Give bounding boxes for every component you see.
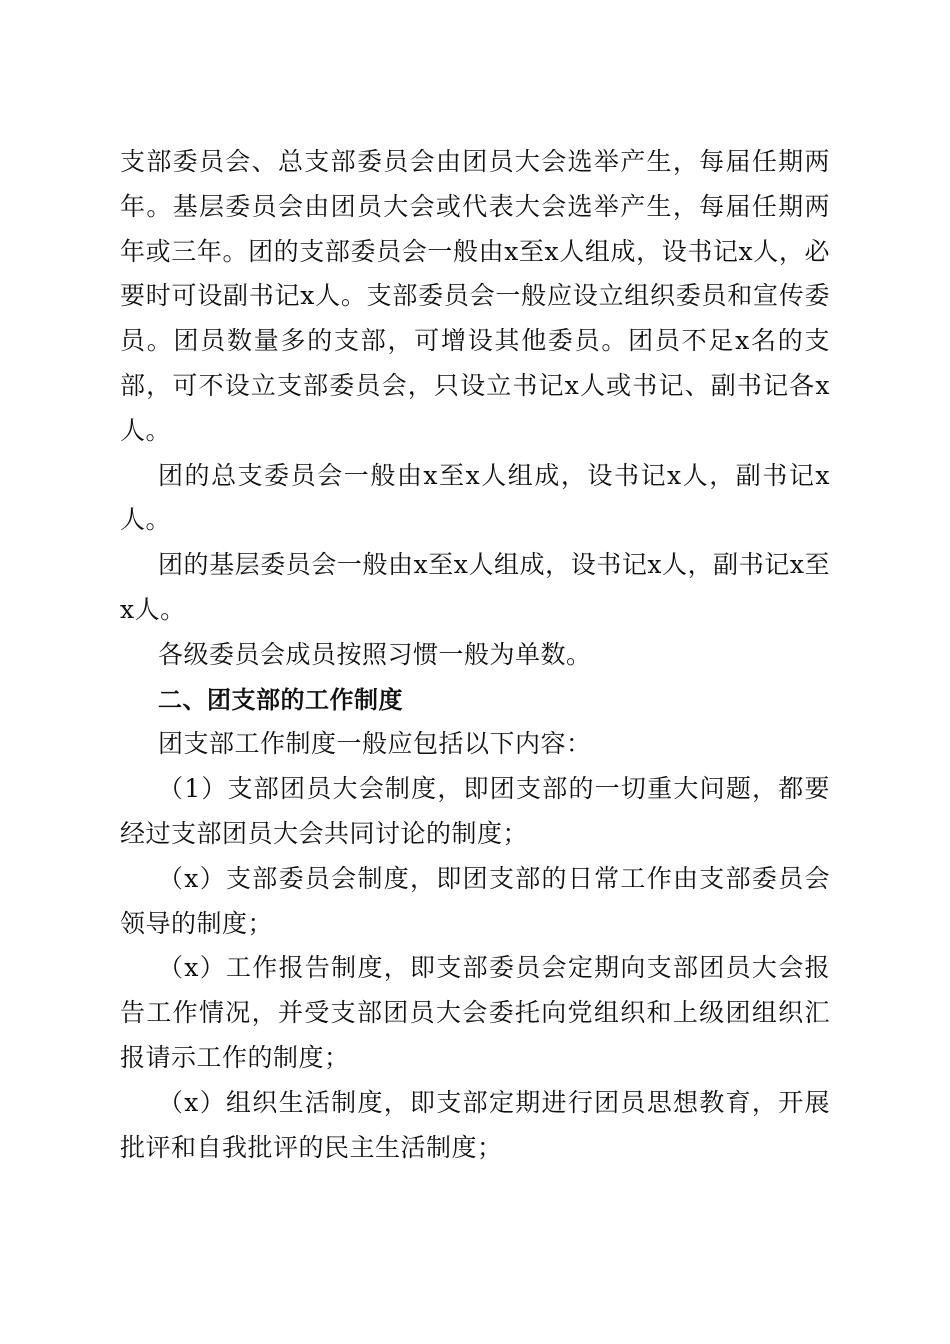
paragraph-odd-number-members: 各级委员会成员按照习惯一般为单数。 — [158, 639, 592, 669]
document-page — [120, 140, 830, 1170]
paragraph-work-system-intro: 团支部工作制度一般应包括以下内容： — [158, 729, 592, 759]
paragraph-general-branch-committee: 团的总支委员会一般由x至x人组成，设书记x人，副书记x人。 — [120, 460, 830, 535]
paragraph-basic-committee: 团的基层委员会一般由x至x人组成，设书记x人，副书记x至x人。 — [120, 550, 830, 624]
list-item-member-assembly: （1）支部团员大会制度，即团支部的一切重大问题，都要经过支部团员大会共同讨论的制度； — [120, 774, 830, 848]
list-item-work-report: （x）工作报告制度，即支部委员会定期向支部团员大会报告工作情况，并受支部团员大会委托向党组织和上级团组织汇报请示工作的制度； — [120, 953, 830, 1072]
section-heading-work-system: 二、团支部的工作制度 — [158, 685, 403, 714]
list-item-organization-life: （x）组织生活制度，即支部定期进行团员思想教育，开展批评和自我批评的民主生活制度； — [120, 1087, 830, 1162]
paragraph-committee-election: 支部委员会、总支部委员会由团员大会选举产生，每届任期两年。基层委员会由团员大会或代表大会选举产生，每届任期两年或三年。团的支部委员会一般由x至x人组成，设书记x人，必要时可设副书记x人。支部委员会一般应设立组织委员和宣传委员。团员数量多的支部，可增设其他委员。团员不足x名的支部，可不设立支部委员会，只设立书记x人或书记、副书记各x人。 — [120, 147, 830, 445]
list-item-branch-committee: （x）支部委员会制度，即团支部的日常工作由支部委员会领导的制度； — [120, 863, 830, 938]
